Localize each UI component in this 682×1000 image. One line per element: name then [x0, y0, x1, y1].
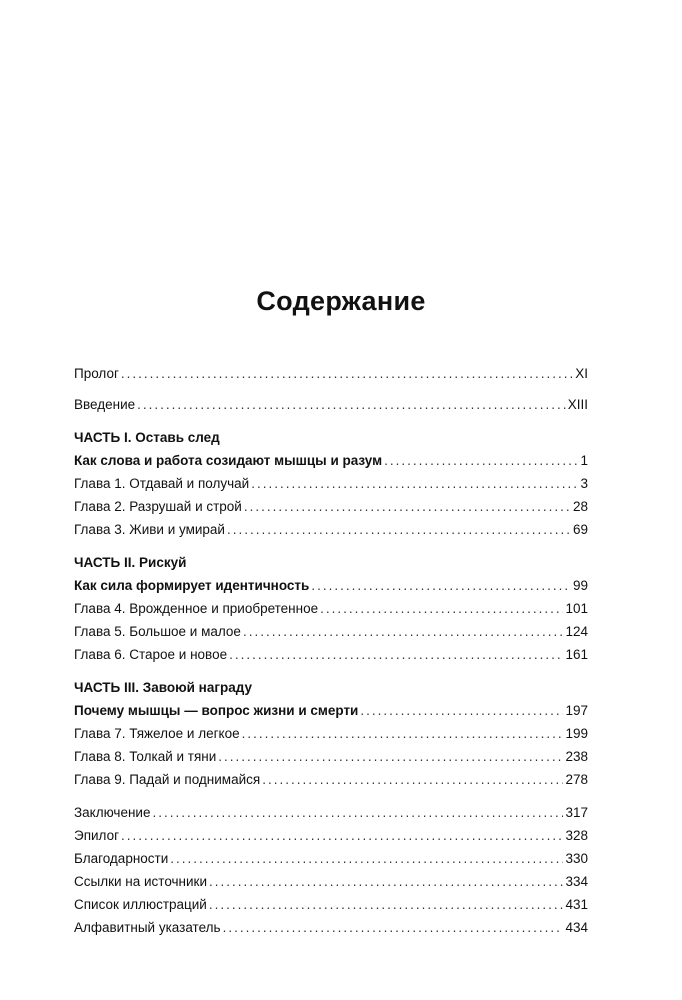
toc-part-subtitle[interactable]: [74, 574, 588, 597]
toc-part-subtitle[interactable]: [74, 699, 588, 722]
toc-entry-label: Глава 5. Большое и малое: [74, 624, 241, 639]
toc-page-number: 3: [580, 476, 588, 491]
toc-chapter[interactable]: [74, 597, 588, 620]
toc-page-number: 99: [572, 578, 588, 593]
dot-leader: [242, 722, 564, 745]
toc-page-number: 431: [565, 897, 588, 912]
toc-entry-label: Заключение: [74, 805, 151, 820]
toc-chapter[interactable]: [74, 643, 588, 666]
dot-leader: [243, 620, 564, 643]
toc-entry-label: Глава 6. Старое и новое: [74, 647, 228, 662]
toc-page-number: 101: [565, 601, 588, 616]
part-heading: ЧАСТЬ III. Завоюй награду: [74, 680, 252, 695]
toc-entry-label: Благодарности: [74, 851, 169, 866]
dot-leader: [121, 362, 573, 385]
dot-leader: [360, 699, 563, 722]
toc-entry-references[interactable]: [74, 870, 588, 893]
dot-leader: [218, 745, 563, 768]
toc-page-number: 434: [565, 920, 588, 935]
dot-leader: [244, 495, 571, 518]
toc-entry-label: Глава 4. Врожденное и приобретенное: [74, 601, 319, 616]
dot-leader: [170, 847, 563, 870]
toc-entry-prolog[interactable]: [74, 362, 588, 385]
toc-entry-label: Пролог: [74, 366, 119, 381]
toc-chapter[interactable]: [74, 495, 588, 518]
toc-page-number: XIII: [567, 397, 588, 412]
toc-page-number: 161: [565, 647, 588, 662]
toc-entry-label: Глава 9. Падай и поднимайся: [74, 772, 261, 787]
toc-page-number: 28: [572, 499, 588, 514]
toc-page-number: 238: [565, 749, 588, 764]
toc-entry-intro[interactable]: [74, 393, 588, 416]
dot-leader: [227, 518, 571, 541]
dot-leader: [384, 449, 578, 472]
dot-leader: [152, 801, 563, 824]
toc-entry-conclusion[interactable]: [74, 801, 588, 824]
toc-page-number: 278: [565, 772, 588, 787]
toc-entry-label: Список иллюстраций: [74, 897, 207, 912]
dot-leader: [229, 643, 563, 666]
toc-entry-label: Почему мышцы — вопрос жизни и смерти: [74, 703, 359, 718]
dot-leader: [209, 893, 564, 916]
dot-leader: [223, 916, 564, 939]
toc-page-number: 69: [572, 522, 588, 537]
toc-page-number: 124: [565, 624, 588, 639]
dot-leader: [137, 393, 566, 416]
dot-leader: [262, 768, 563, 791]
toc-entry-label: Как сила формирует идентичность: [74, 578, 310, 593]
part-heading: ЧАСТЬ I. Оставь след: [74, 430, 220, 445]
toc-entry-epilogue[interactable]: [74, 824, 588, 847]
toc-entry-label: Глава 2. Разрушай и строй: [74, 499, 242, 514]
toc-entry-label: Алфавитный указатель: [74, 920, 221, 935]
toc-chapter[interactable]: [74, 745, 588, 768]
toc-entry-label: Глава 1. Отдавай и получай: [74, 476, 250, 491]
toc-chapter[interactable]: [74, 722, 588, 745]
toc-page-number: 330: [565, 851, 588, 866]
toc-entry-index[interactable]: [74, 916, 588, 939]
dot-leader: [251, 472, 578, 495]
toc-chapter[interactable]: [74, 768, 588, 791]
toc-entry-label: Глава 7. Тяжелое и легкое: [74, 726, 240, 741]
toc-entry-label: Как слова и работа созидают мышцы и разум: [74, 453, 383, 468]
toc-page-number: 334: [565, 874, 588, 889]
toc-entry-label: Эпилог: [74, 828, 120, 843]
toc-page-number: 199: [565, 726, 588, 741]
toc-entry-illustrations[interactable]: [74, 893, 588, 916]
toc-chapter[interactable]: [74, 518, 588, 541]
toc-chapter[interactable]: [74, 472, 588, 495]
toc-entry-label: Глава 3. Живи и умирай: [74, 522, 225, 537]
dot-leader: [320, 597, 563, 620]
toc-page-number: XI: [575, 366, 588, 381]
page-title: Содержание: [256, 286, 426, 316]
dot-leader: [121, 824, 563, 847]
toc-page-number: 328: [565, 828, 588, 843]
toc-entry-label: Введение: [74, 397, 136, 412]
dot-leader: [209, 870, 563, 893]
table-of-contents: [74, 362, 588, 939]
toc-page-number: 317: [565, 805, 588, 820]
toc-chapter[interactable]: [74, 620, 588, 643]
dot-leader: [311, 574, 571, 597]
toc-page-number: 197: [565, 703, 588, 718]
toc-entry-label: Глава 8. Толкай и тяни: [74, 749, 217, 764]
toc-page-number: 1: [580, 453, 588, 468]
toc-entry-label: Ссылки на источники: [74, 874, 208, 889]
toc-entry-acknowledgements[interactable]: [74, 847, 588, 870]
part-heading: ЧАСТЬ II. Рискуй: [74, 555, 187, 570]
toc-part-subtitle[interactable]: [74, 449, 588, 472]
